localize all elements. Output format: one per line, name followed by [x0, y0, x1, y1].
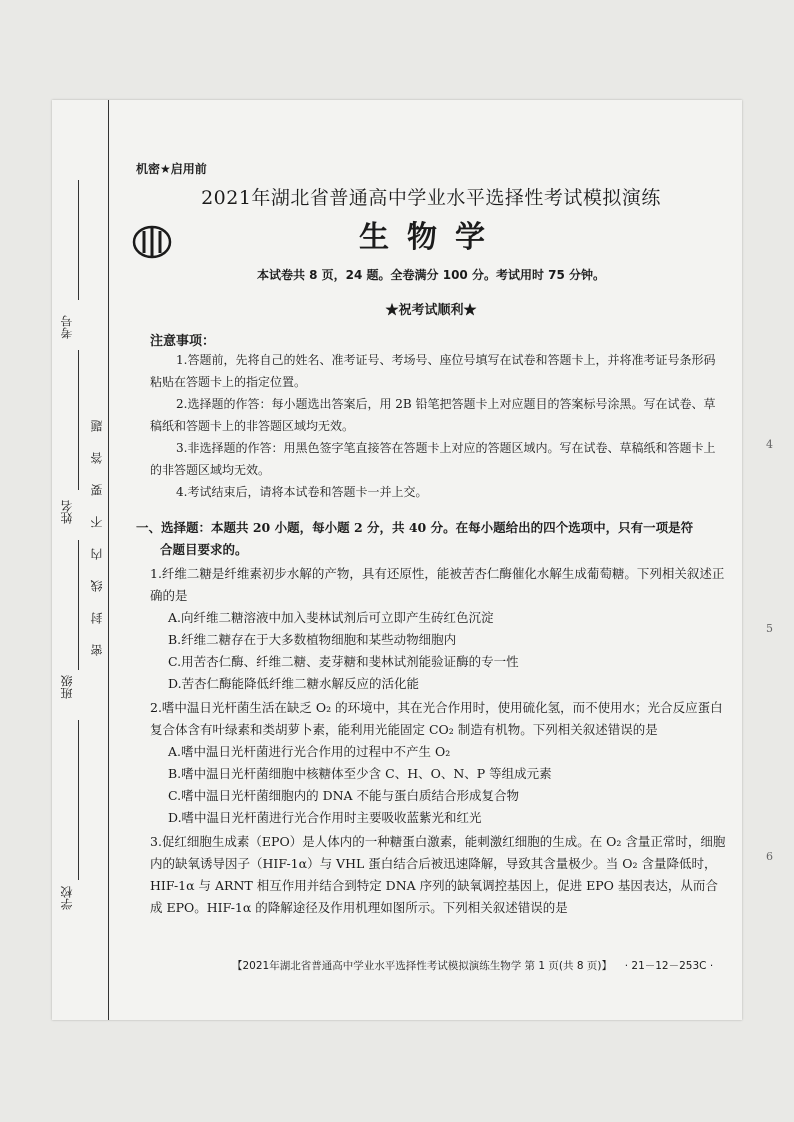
binding-line: [108, 100, 109, 1020]
section-heading-line2: 合题目要求的。: [160, 542, 248, 557]
section-heading-line1: 一、选择题：本题共 20 小题，每小题 2 分，共 40 分。在每小题给出的四个选项中，只有一项是符: [136, 520, 694, 535]
section-heading: [136, 517, 726, 561]
notes-heading: 注意事项：: [150, 334, 216, 349]
option-b: B.纤维二糖存在于大多数植物细胞和某些动物细胞内: [168, 632, 457, 647]
footer-text: 【2021年湖北省普通高中学业水平选择性考试模拟演练生物学 第 1 页(共 8 页)】: [232, 960, 607, 972]
question-stem: 3.促红细胞生成素（EPO）是人体内的一种糖蛋白激素，能刺激红细胞的生成。在 O₂ 含量正常时，细胞内的缺氧诱导因子（HIF-1α）与 VHL 蛋白结合后被迅速降解，导致其含量极少。当 O₂ 含量降低时，HIF-1α 与 ARNT 相互作用并结合到特定 DNA 序列的缺氧调控基因上，促进 EPO 基因表达，从而合成 EPO。HIF-1α 的降解途径及作用机理如图所示。下列相关叙述错误的是: [150, 834, 726, 915]
exam-no-label: 考号: [60, 315, 74, 339]
question-stem: 1.纤维二糖是纤维素初步水解的产物，具有还原性，能被苦杏仁酶催化水解生成葡萄糖。下列相关叙述正确的是: [150, 566, 725, 603]
exam-no-line: [78, 180, 79, 300]
class-label: 班级: [60, 675, 74, 699]
school-line: [78, 720, 79, 880]
option-d: D.嗜中温日光杆菌进行光合作用时主要吸收蓝紫光和红光: [168, 810, 482, 825]
question-1: [136, 563, 726, 695]
option-a: A.嗜中温日光杆菌进行光合作用的过程中不产生 O₂: [168, 744, 451, 759]
option-c: C.用苦杏仁酶、纤维二糖、麦芽糖和斐林试剂能验证酶的专一性: [168, 654, 519, 669]
name-line: [78, 350, 79, 490]
content: [136, 160, 726, 919]
margin-mark: 6: [766, 850, 773, 863]
exam-meta: 本试卷共 8 页，24 题。全卷满分 100 分。考试用时 75 分钟。: [256, 268, 606, 282]
margin-mark: 4: [766, 438, 773, 451]
seal-text: 密封线内不要答题: [90, 400, 104, 656]
footer-code: · 21－12－253C ·: [624, 960, 714, 972]
page-footer: [232, 958, 732, 973]
note-item: 4.考试结束后，请将本试卷和答题卡一并上交。: [176, 485, 428, 499]
question-3: [136, 831, 726, 919]
question-stem: 2.嗜中温日光杆菌生活在缺乏 O₂ 的环境中，其在光合作用时，使用硫化氢，而不使用水；光合反应蛋白复合体含有叶绿素和类胡萝卜素，能利用光能固定 CO₂ 制造有机物。下列相关叙述错误的是: [150, 700, 723, 737]
secret-label: 机密★启用前: [136, 162, 207, 176]
option-b: B.嗜中温日光杆菌细胞中核糖体至少含 C、H、O、N、P 等组成元素: [168, 766, 552, 781]
exam-paper: [52, 100, 742, 1020]
subject-title: 生物学: [359, 220, 503, 255]
question-2: [136, 697, 726, 829]
class-line: [78, 540, 79, 670]
margin-mark: 5: [766, 622, 773, 635]
good-luck: ★祝考试顺利★: [385, 303, 477, 318]
name-label: 姓名: [60, 500, 74, 524]
school-label: 学校: [60, 886, 74, 910]
note-item: 3.非选择题的作答：用黑色签字笔直接答在答题卡上对应的答题区域内。写在试卷、草稿纸和答题卡上的非答题区域均无效。: [150, 441, 716, 477]
note-item: 2.选择题的作答：每小题选出答案后，用 2B 铅笔把答题卡上对应题目的答案标号涂黑。写在试卷、草稿纸和答题卡上的非答题区域均无效。: [150, 397, 716, 433]
exam-title: 2021年湖北省普通高中学业水平选择性考试模拟演练: [201, 187, 661, 209]
option-c: C.嗜中温日光杆菌细胞内的 DNA 不能与蛋白质结合形成复合物: [168, 788, 520, 803]
note-item: 1.答题前，先将自己的姓名、准考证号、考场号、座位号填写在试卷和答题卡上，并将准考证号条形码粘贴在答题卡上的指定位置。: [150, 353, 716, 389]
option-a: A.向纤维二糖溶液中加入斐林试剂后可立即产生砖红色沉淀: [168, 610, 494, 625]
option-d: D.苦杏仁酶能降低纤维二糖水解反应的活化能: [168, 676, 420, 691]
